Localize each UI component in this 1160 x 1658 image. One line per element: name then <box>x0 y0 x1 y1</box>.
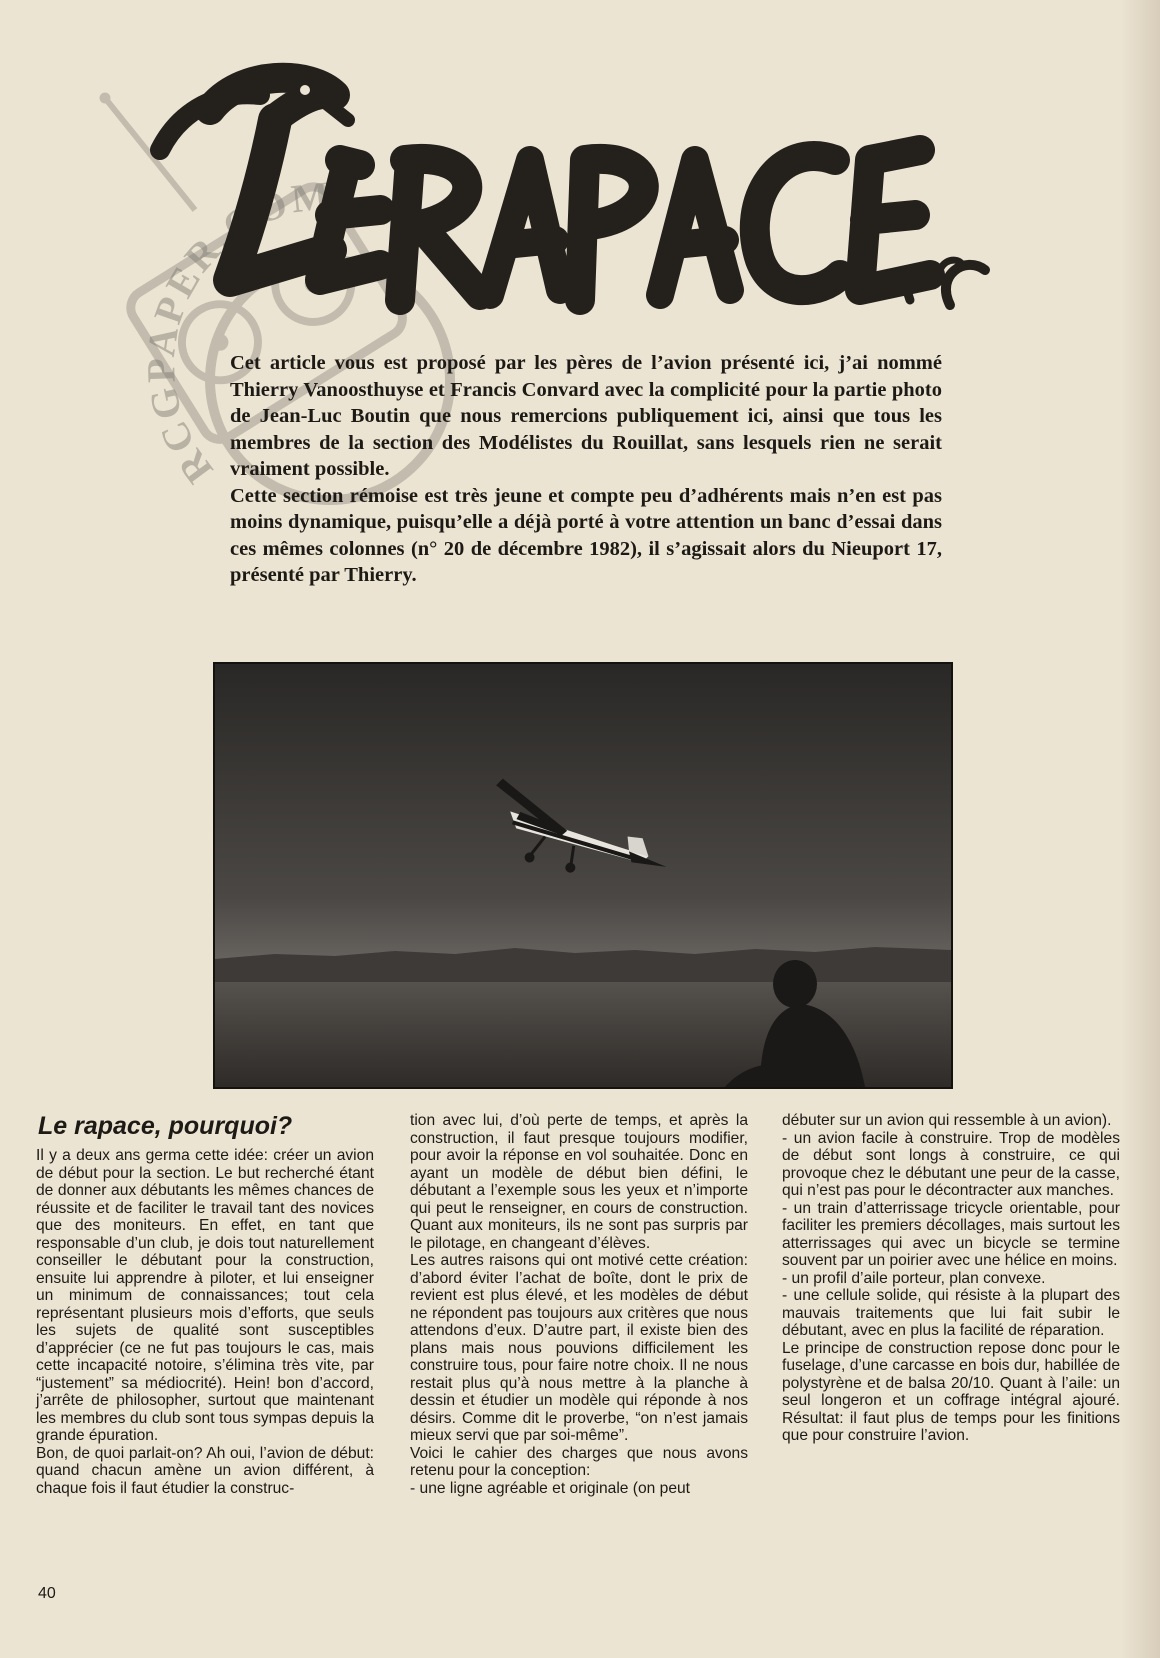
intro-paragraph: Cette section rémoise est très jeune et compte peu d’adhérents mais n’en est pas moins dynamique, puisqu’elle a déjà porté à votre attention un banc d’essai dans ces mêmes colonnes (n° 20 de décembre 1982), il s’agissait alors du Nieuport 17, présenté par Thierry. <box>230 484 942 586</box>
body-paragraph: Les autres raisons qui ont motivé cette création: d’abord éviter l’achat de boîte, dont le prix de revient est plus élevé, et les modèles de début ne répondent pas toujours aux critères que nous attendons d’eux. D’autre part, il existe bien des plans mais nous pouvions difficilement les construire tous, pour faire notre choix. Il ne nous restait plus qu’à nous mettre à la planche à dessin et étudier un modèle qui réponde à nos désirs. Comme dit le proverbe, “on n’est jamais mieux servi que par soi-même”. <box>410 1252 748 1444</box>
airplane-photo-image <box>215 664 951 1087</box>
letter-p <box>580 159 644 300</box>
body-paragraph: Voici le cahier des charges que nous avons retenu pour la conception: <box>410 1444 748 1479</box>
body-paragraph: Bon, de quoi parlait-on? Ah oui, l’avion de début: quand chacun amène un avion différent, à chaque fois il faut étudier la construc- <box>36 1444 374 1497</box>
page-number: 40 <box>38 1585 56 1602</box>
list-item: - une cellule solide, qui résiste à la plupart des mauvais traitements que lui fait subir le débutant, avec en plus la facilité de réparation. <box>782 1287 1120 1339</box>
intro-text <box>230 350 942 589</box>
text-column-1 <box>36 1147 374 1497</box>
body-paragraph: tion avec lui, d’où perte de temps, et après la construction, il faut presque toujours modifier, pour avoir la réponse en vol souhaitée. Donc en ayant un modèle de début bien défini, le débutant a l’exemple sous les yeux et n’importe qui peut le renseigner, en cours de construction. Quant aux moniteurs, ils ne sont pas surpris par le pilotage, en changeant d’élèves. <box>410 1112 748 1252</box>
intro-paragraph: Cet article vous est proposé par les pères de l’avion présenté ici, j’ai nommé Thierry Vanoosthuyse et Francis Convard avec la complicité pour la partie photo de Jean-Luc Boutin que nous remercions publiquement ici, ainsi que tous les membres de la section des Modélistes du Rouillat, sans lesquels rien ne serait vraiment possible. <box>230 352 942 480</box>
body-paragraph: Il y a deux ans germa cette idée: créer un avion de début pour la section. Le but recherché étant de donner aux débutants les mêmes chances de réussite et de faciliter le travail tant des novices que des moniteurs. En effet, en tant que responsable d’un club, je dois tout naturellement conseiller le débutant pour la construction, ensuite lui apprendre à piloter, et lui enseigner un minimum de connaissances; tout cela représentant plusieurs mois d’efforts, que seuls les sujets de qualité sont susceptibles d’apprécier (ce ne fut pas toujours le cas, mais cette incapacité notoire, s’élimina très vite, par “justement” sa médiocrité). Hein! bon d’accord, j’arrête de philosopher, surtout que maintenant les membres du club sont tous sympas depuis la grande épuration. <box>36 1147 374 1444</box>
title-lettering <box>80 50 1010 350</box>
airplane-photo <box>213 662 953 1089</box>
list-item: - un train d’atterrissage tricycle orientable, pour faciliter les premiers décollages, mais surtout les atterrissages qui avec un bicycle se termine souvent par un poirier avec une hélice en moins. <box>782 1199 1120 1269</box>
letter-a <box>490 160 560 295</box>
list-item: - un avion facile à construire. Trop de modèles de début sont longs à construire, ce qui provoque chez le débutant une peur de la casse, qui n’est pas pour le décontracter aux manches. <box>782 1129 1120 1199</box>
list-item: - un profil d’aile porteur, plan convexe. <box>782 1269 1046 1287</box>
page-edge-shadow <box>1120 0 1160 1658</box>
letter-r <box>400 159 480 300</box>
text-column-2 <box>410 1112 748 1497</box>
body-paragraph: Le principe de construction repose donc pour le fuselage, d’une carcasse en bois dur, habillée de polystyrène et de balsa 20/10. Quant à l’aile: un seul longeron et un coffrage intégral ajouré. Résultat: il faut plus de temps pour les finitions que pour construire l’avion. <box>782 1339 1120 1444</box>
body-paragraph: - une ligne agréable et originale (on peut <box>410 1479 691 1497</box>
letter-c <box>755 156 840 290</box>
section-heading: Le rapace, pourquoi? <box>38 1112 293 1140</box>
body-paragraph: débuter sur un avion qui ressemble à un avion). <box>782 1112 1112 1129</box>
text-column-3 <box>782 1112 1120 1445</box>
watermark-text: RCGPAPER.COM <box>138 172 335 492</box>
letter-e <box>320 160 380 280</box>
letter-a-2 <box>660 160 730 295</box>
